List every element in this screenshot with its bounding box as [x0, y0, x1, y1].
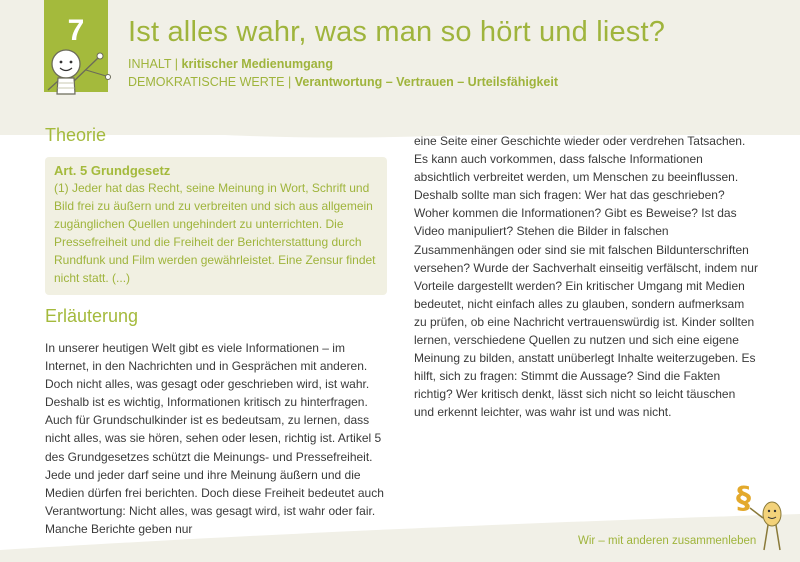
theory-heading: Theorie	[45, 125, 107, 145]
meta-separator: |	[174, 57, 179, 71]
left-column	[45, 125, 387, 538]
law-text: (1) Jeder hat das Recht, seine Meinung in Wort, Schrift und Bild frei zu äußern und zu verbreiten und sich aus allgemein zugänglichen Quellen ungehindert zu unterrichten. Die Pressefreiheit und die Freiheit der Berichterstattung durch Rundfunk und Film werden gewährleistet. Eine Zensur findet nicht statt. (...)	[54, 181, 376, 285]
paragraph-mascot-icon	[730, 478, 790, 558]
mascot-figure-icon	[46, 44, 118, 100]
explanation-text-left: In unserer heutigen Welt gibt es viele Informationen – im Internet, in den Nachrichten und in Gesprächen mit anderen. Doch nicht alles, was gesagt oder geschrieben wird, ist wahr. Deshalb ist es wichtig, Informationen kritisch zu hinterfragen. Auch für Grundschulkinder ist es bedeutsam, zu lernen, dass nicht alles, was sie hören, sehen oder lesen, richtig ist. Artikel 5 des Grundgesetzes schützt die Meinungs- und Pressefreiheit. Jede und jeder darf seine und ihre Meinung äußern und die Medien dürfen frei berichten. Doch diese Freiheit bedeutet auch Verantwortung: Nicht alles, was gesagt wird, ist wahr oder fair. Manche Berichte geben nur	[45, 341, 384, 536]
footer-curve	[0, 498, 800, 562]
law-title: Art. 5 Grundgesetz	[54, 163, 171, 178]
footer-text: Wir – mit anderen zusammenleben	[578, 535, 757, 547]
paragraph-symbol: §	[736, 481, 751, 516]
law-quote-box	[45, 157, 387, 295]
content-label: INHALT	[128, 57, 172, 71]
values-meta	[128, 75, 558, 89]
values-label: DEMOKRATISCHE WERTE	[128, 75, 285, 89]
content-meta	[128, 57, 333, 71]
explanation-text-right: eine Seite einer Geschichte wieder oder verdrehen Tatsachen. Es kann auch vorkommen, dass falsche Informationen absichtlich verbreitet werden, um Menschen zu beeinflussen. Deshalb sollte man sich fragen: Wer hat das geschrieben? Woher kommen die Informationen? Gibt es Beweise? Ist das Video manipuliert? Stehen die Bilder in falschen Zusammenhängen oder sind sie mit falschen Bildunterschriften versehen? Wurde der Sachverhalt einseitig verfälscht, indem nur Vorteile dargestellt werden? Ein kritischer Umgang mit Medien bedeutet, nicht einfach alles zu glauben, sondern aufmerksam zu prüfen, ob eine Nachricht vertrauenswürdig ist. Kinder sollten lernen, verschiedene Quellen zu nutzen und sich eine eigene Meinung zu bilden, anstatt unüberlegt Inhalte weiterzugeben. Es hilft, sich zu fragen: Stimmt die Aussage? Sind die Fakten richtig? Wer kritisch denkt, lässt sich nicht so leicht täuschen und erkennt leichter, was wahr ist und was nicht.	[414, 134, 758, 420]
explanation-heading: Erläuterung	[45, 306, 139, 326]
content-value: kritischer Medienumgang	[181, 57, 333, 71]
chapter-number: 7	[67, 14, 85, 47]
right-column	[414, 132, 758, 422]
page-title: Ist alles wahr, was man so hört und liest?	[128, 16, 666, 48]
meta-separator: |	[287, 75, 292, 89]
values-value: Verantwortung – Vertrauen – Urteilsfähigkeit	[294, 75, 558, 89]
